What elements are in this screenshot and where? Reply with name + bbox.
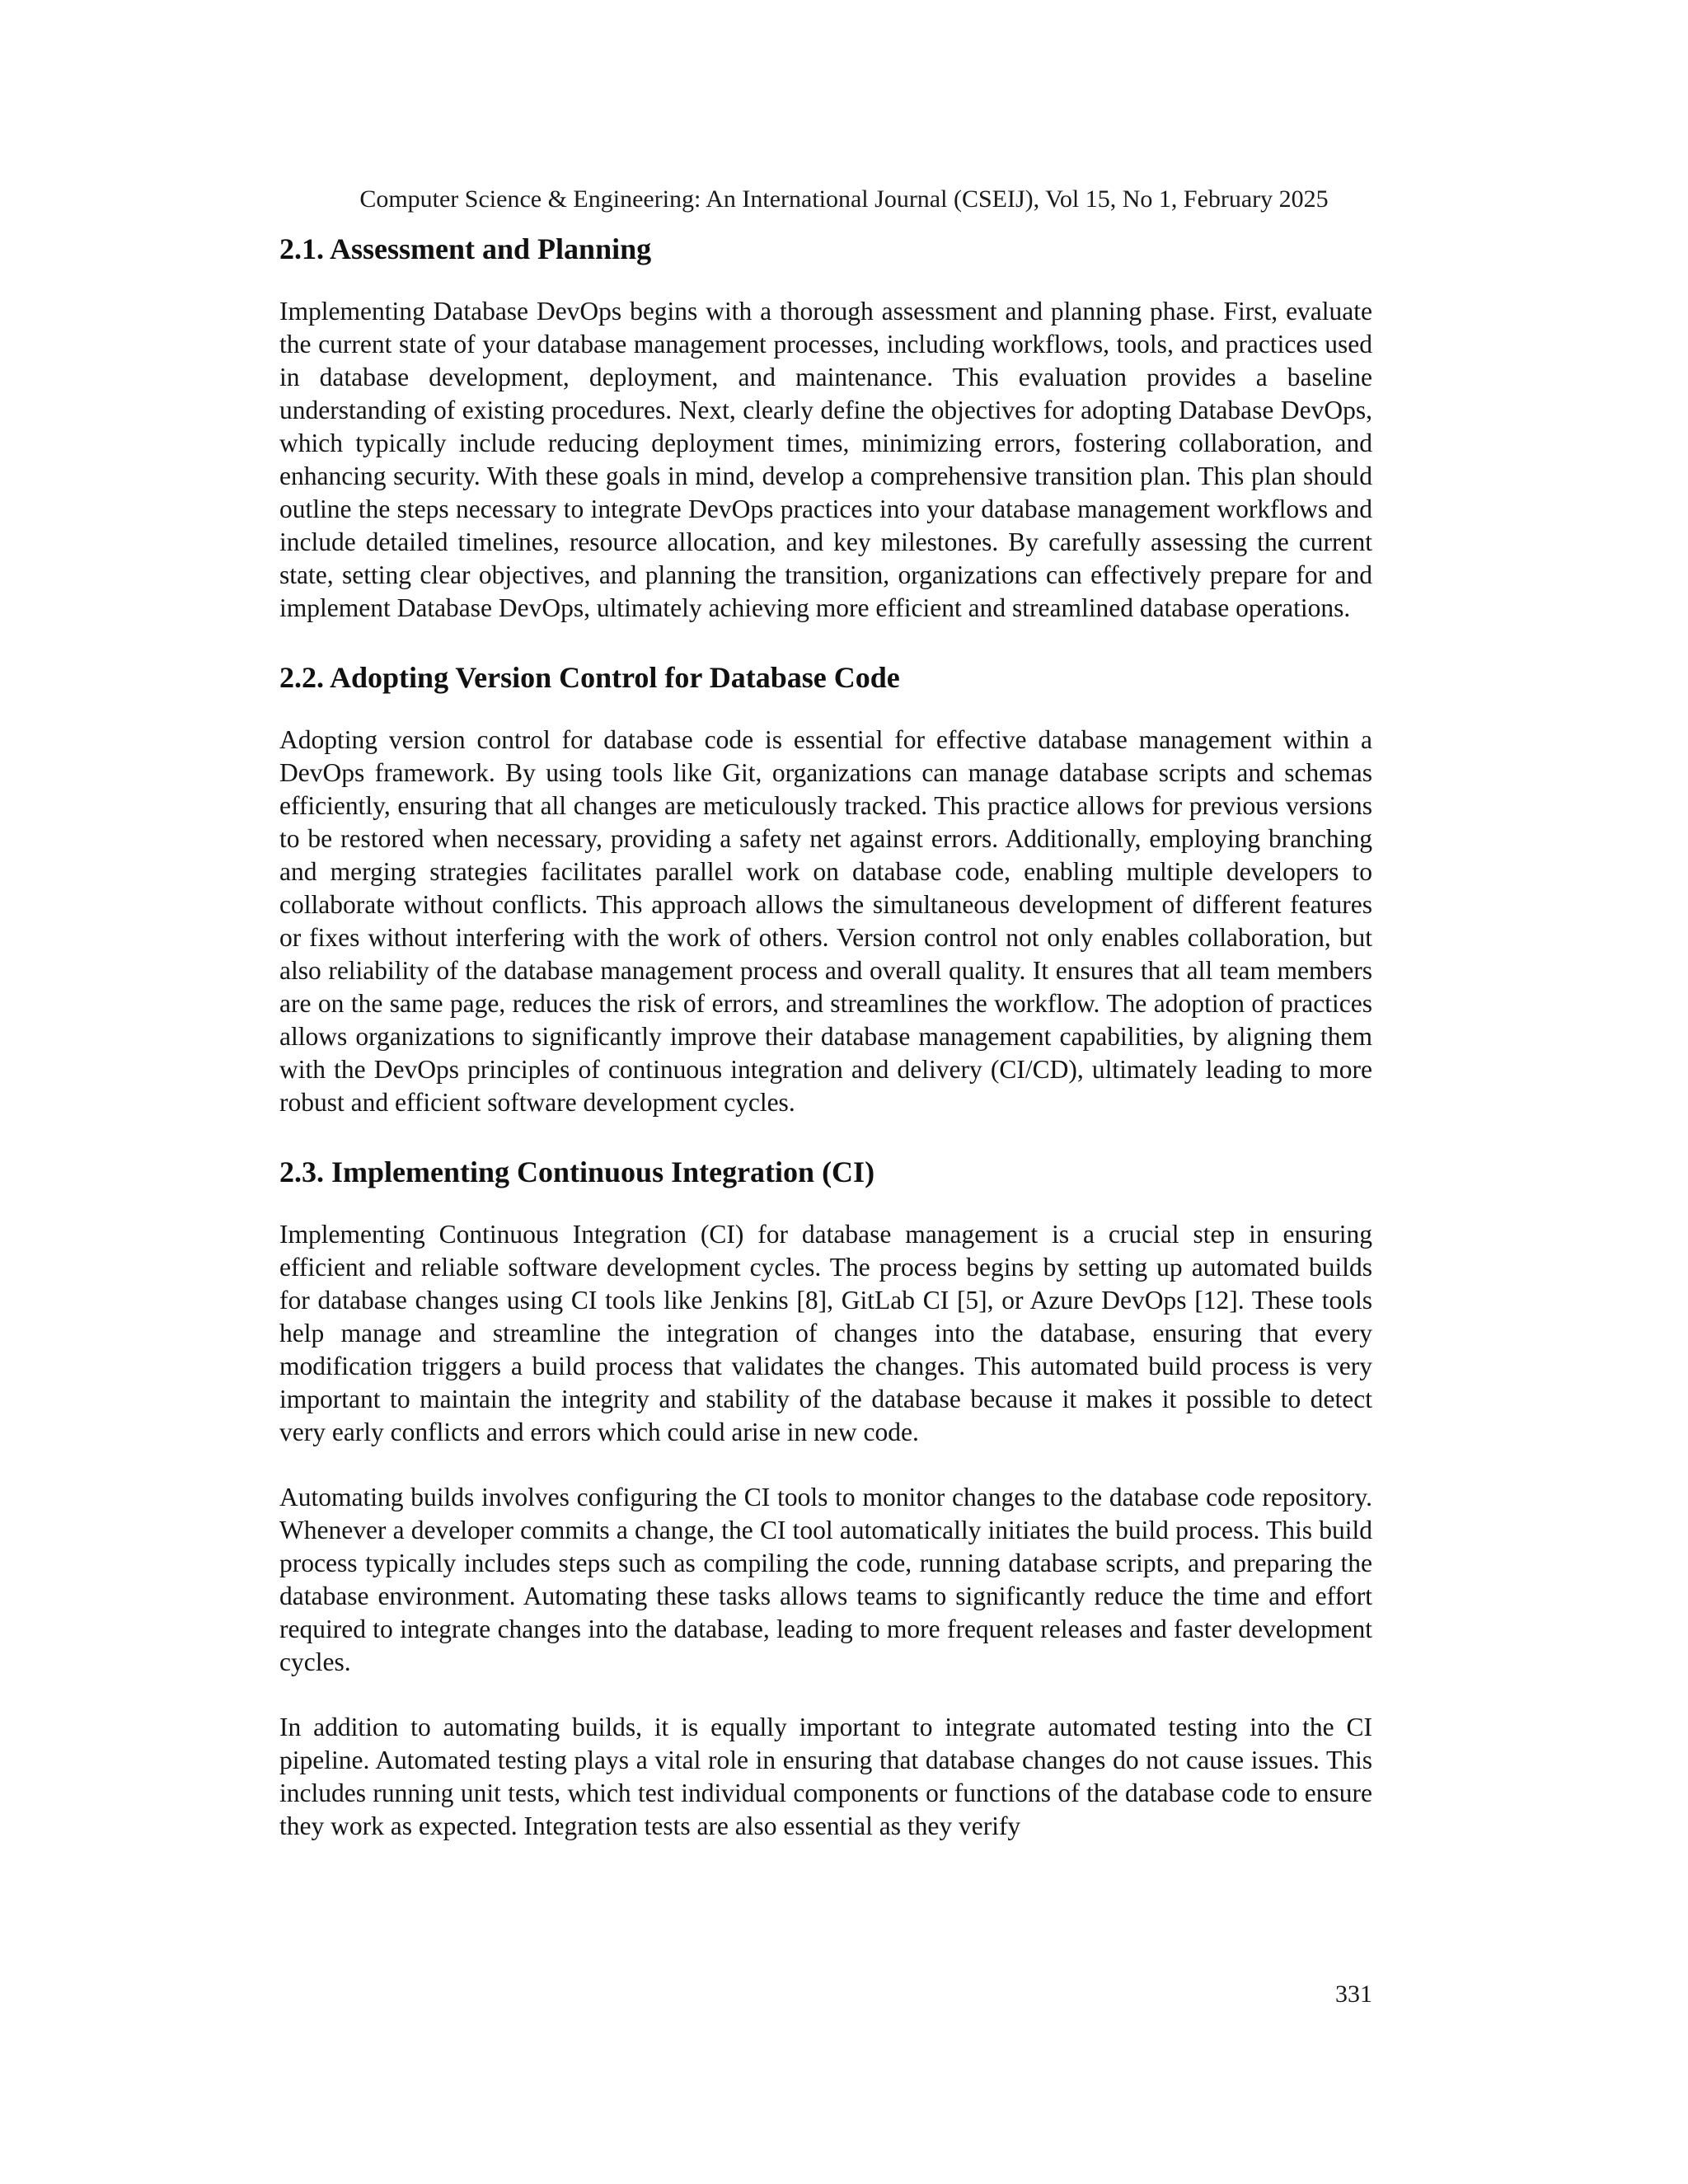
article-body [279, 231, 1372, 1875]
paragraph: Implementing Database DevOps begins with a thorough assessment and planning phase. First, evaluate the current state of your database management processes, including workflows, tools, and practices used in database development, deployment, and maintenance. This evaluation provides a baseline understanding of existing procedures. Next, clearly define the objectives for adopting Database DevOps, which typically include reducing deployment times, minimizing errors, fostering collaboration, and enhancing security. With these goals in mind, develop a comprehensive transition plan. This plan should outline the steps necessary to integrate DevOps practices into your database management workflows and include detailed timelines, resource allocation, and key milestones. By carefully assessing the current state, setting clear objectives, and planning the transition, organizations can effectively prepare for and implement Database DevOps, ultimately achieving more efficient and streamlined database operations. [279, 297, 1372, 622]
section-continuous-integration [279, 1154, 1372, 1843]
paragraph: In addition to automating builds, it is equally important to integrate automated testing into the CI pipeline. Automated testing plays a vital role in ensuring that database changes do not cause issues. This includes running unit tests, which test individual components or functions of the database code to ensure they work as expected. Integration tests are also essential as they verify [279, 1713, 1372, 1840]
section-assessment-planning [279, 231, 1372, 625]
paragraph: Implementing Continuous Integration (CI) for database management is a crucial step in ensuring efficient and reliable software development cycles. The process begins by setting up automated builds for database changes using CI tools like Jenkins [8], GitLab CI [5], or Azure DevOps [12]. These tools help manage and streamline the integration of changes into the database, ensuring that every modification triggers a build process that validates the changes. This automated build process is very important to maintain the integrity and stability of the database because it makes it possible to detect very early conflicts and errors which could arise in new code. [279, 1220, 1372, 1446]
paragraph: Adopting version control for database code is essential for effective database management within a DevOps framework. By using tools like Git, organizations can manage database scripts and schemas efficiently, ensuring that all changes are meticulously tracked. This practice allows for previous versions to be restored when necessary, providing a safety net against errors. Additionally, employing branching and merging strategies facilitates parallel work on database code, enabling multiple developers to collaborate without conflicts. This approach allows the simultaneous development of different features or fixes without interfering with the work of others. Version control not only enables collaboration, but also reliability of the database management process and overall quality. It ensures that all team members are on the same page, reduces the risk of errors, and streamlines the workflow. The adoption of practices allows organizations to significantly improve their database management capabilities, by aligning them with the DevOps principles of continuous integration and delivery (CI/CD), ultimately leading to more robust and efficient software development cycles. [279, 725, 1372, 1117]
section-heading: 2.3. Implementing Continuous Integration (CI) [279, 1155, 875, 1188]
running-header: Computer Science & Engineering: An International Journal (CSEIJ), Vol 15, No 1, February 2025 [359, 185, 1329, 213]
section-version-control [279, 659, 1372, 1119]
paragraph: Automating builds involves configuring the CI tools to monitor changes to the database code repository. Whenever a developer commits a change, the CI tool automatically initiates the build process. This build process typically includes steps such as compiling the code, running database scripts, and preparing the database environment. Automating these tasks allows teams to significantly reduce the time and effort required to integrate changes into the database, leading to more frequent releases and faster development cycles. [279, 1483, 1372, 1676]
page-number: 331 [1335, 1980, 1372, 2008]
section-heading: 2.1. Assessment and Planning [279, 232, 652, 265]
section-heading: 2.2. Adopting Version Control for Database Code [279, 661, 900, 694]
